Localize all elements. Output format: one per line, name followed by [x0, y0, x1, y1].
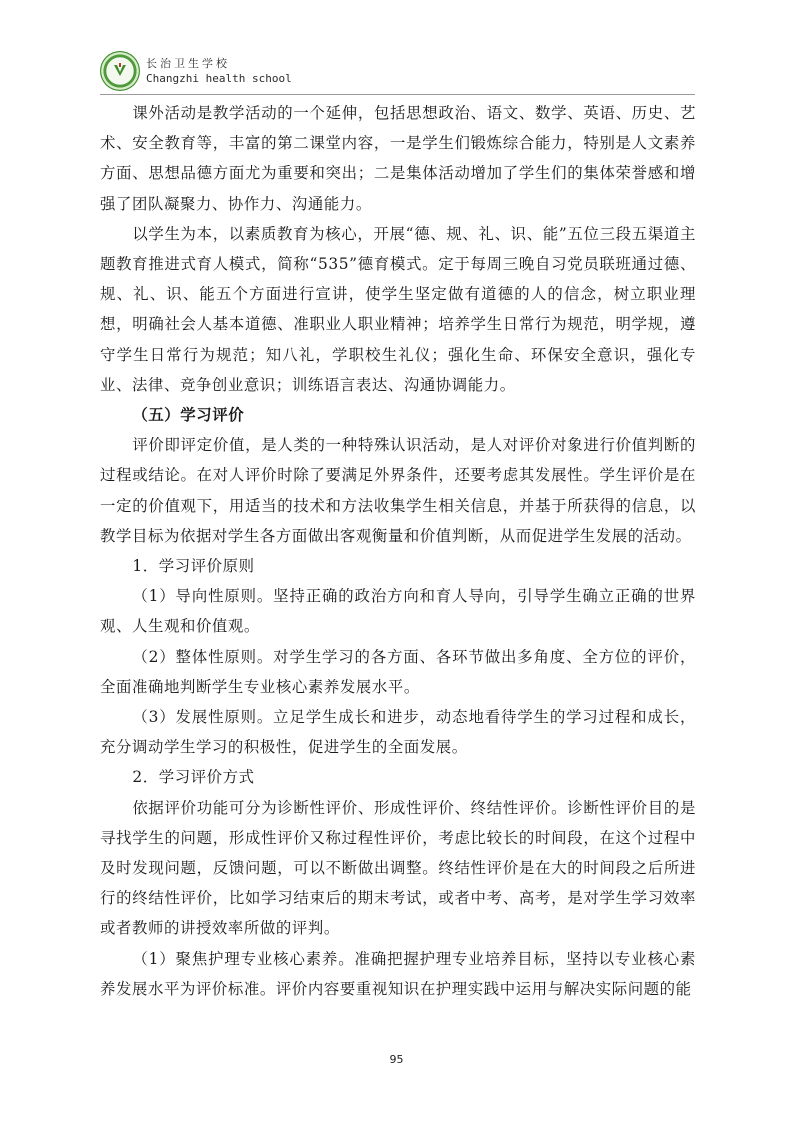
paragraph-guidance-principle: （1）导向性原则。坚持正确的政治方向和育人导向，引导学生确立正确的世界观、人生观和价值观。 — [100, 587, 696, 636]
paragraph-moral-education-model: 以学生为本，以素质教育为核心，开展“德、规、礼、识、能”五位三段五渠道主题教育推进式育人模式，简称“535”德育模式。定于每周三晚自习党员联班通过德、规、礼、识、能五个方面进行宣讲，使学生坚定做有道德的人的信念，树立职业理想，明确社会人基本道德、准职业人职业精神；培养学生日常行为规范，明学规，遵守学生日常行为规范；知八礼，学职校生礼仪；强化生命、环保安全意识，强化专业、法律、竞争创业意识；训练语言表达、沟通协调能力。 — [100, 224, 696, 394]
paragraph-development-principle: （3）发展性原则。立足学生成长和进步，动态地看待学生的学习过程和成长，充分调动学生学习的积极性，促进学生的全面发展。 — [100, 708, 696, 757]
paragraph-evaluation-definition: 评价即评定价值，是人类的一种特殊认识活动，是人对评价对象进行价值判断的过程或结论。在对人评价时除了要满足外界条件，还要考虑其发展性。学生评价是在一定的价值观下，用适当的技术和方法收集学生相关信息，并基于所获得的信息，以教学目标为依据对学生各方面做出客观衡量和价值判断，从而促进学生发展的活动。 — [100, 436, 696, 545]
page-number: 95 — [389, 1053, 404, 1066]
emblem-leaf-icon — [112, 62, 128, 78]
document-body — [100, 98, 696, 1004]
page-header — [100, 50, 292, 92]
paragraph-integrity-principle: （2）整体性原则。对学生学习的各方面、各环节做出多角度、全方位的评价，全面准确地判断学生专业核心素养发展水平。 — [100, 647, 696, 696]
section-heading-learning-evaluation: （五）学习评价 — [132, 406, 245, 425]
header-divider — [100, 94, 695, 95]
school-name-chinese: 长治卫生学校 — [146, 57, 230, 70]
school-name-english: Changzhi health school — [146, 72, 292, 85]
school-emblem-icon — [100, 51, 140, 91]
paragraph-nursing-core-literacy: （1）聚焦护理专业核心素养。准确把握护理专业培养目标，坚持以专业核心素养发展水平为评价标准。评价内容要重视知识在护理实践中运用与解决实际问题的能 — [100, 949, 696, 998]
paragraph-extracurricular: 课外活动是教学活动的一个延伸，包括思想政治、语文、数学、英语、历史、艺术、安全教育等，丰富的第二课堂内容，一是学生们锻炼综合能力，特别是人文素养方面、思想品德方面尤为重要和突出；二是集体活动增加了学生们的集体荣誉感和增强了团队凝聚力、协作力、沟通能力。 — [100, 104, 696, 213]
paragraph-evaluation-types: 依据评价功能可分为诊断性评价、形成性评价、终结性评价。诊断性评价目的是寻找学生的问题，形成性评价又称过程性评价，考虑比较长的时间段，在这个过程中及时发现问题，反馈问题，可以不断做出调整。终结性评价是在大的时间段之后所进行的终结性评价，比如学习结束后的期末考试，或者中考、高考，是对学生学习效率或者教师的讲授效率所做的评判。 — [100, 798, 696, 938]
school-name-block — [146, 58, 292, 84]
subheading-evaluation-methods: 2．学习评价方式 — [132, 768, 255, 787]
subheading-evaluation-principles: 1．学习评价原则 — [132, 557, 255, 576]
